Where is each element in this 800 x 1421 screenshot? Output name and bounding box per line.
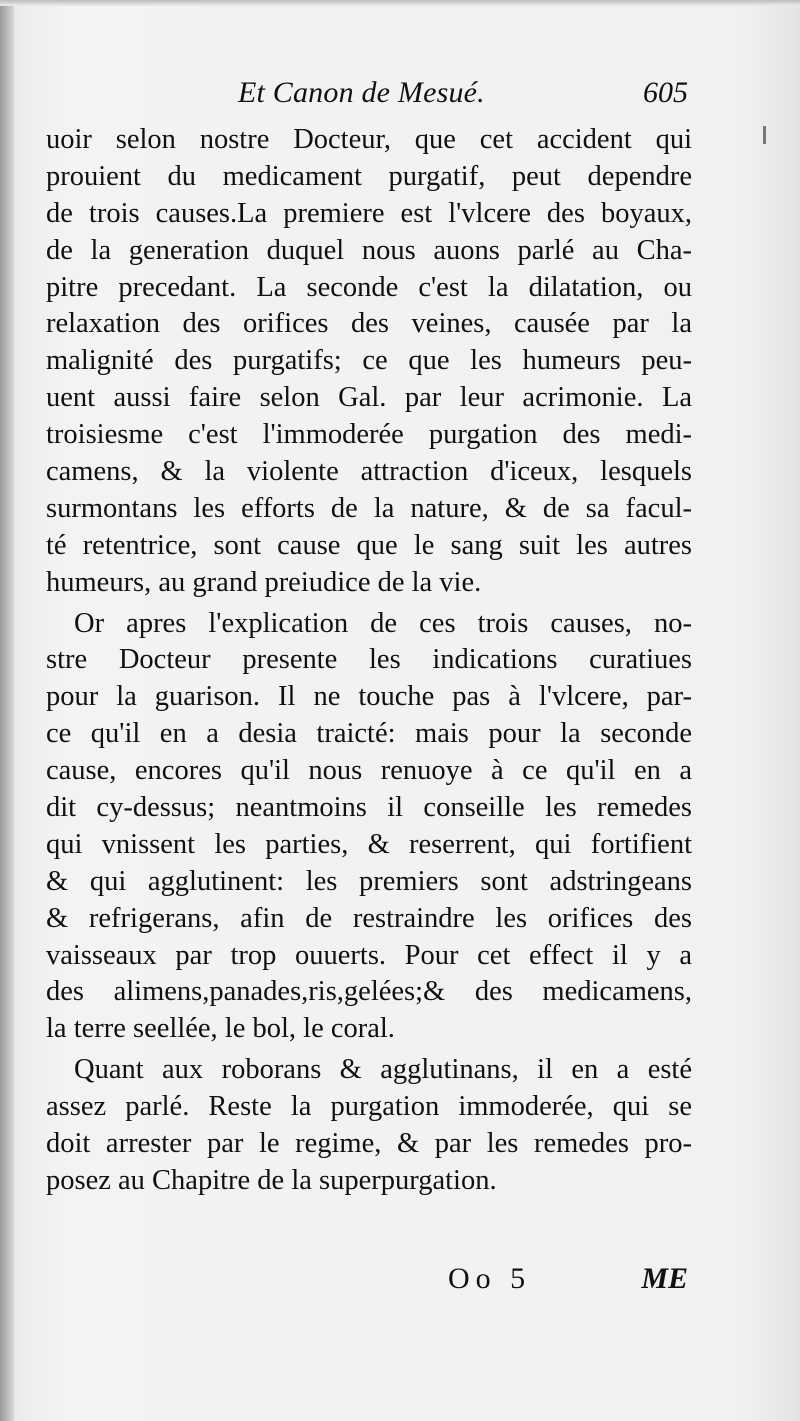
page-top-edge [0,0,800,6]
text-line: Quant aux roborans & agglutinans, il en a esté [74,1054,692,1086]
text-line: té retentrice, sont cause que le sang suit les autres [46,529,692,561]
text-line: de trois causes.La premiere est l'vlcere des boyaux, [46,197,692,229]
margin-mark [763,126,766,144]
text-line: posez au Chapitre de la superpurgation. [46,1164,497,1196]
paragraph [46,122,692,602]
page-footer [48,1262,688,1302]
text-line: de la generation duquel nous auons parlé au Cha- [46,234,692,266]
text-line: cause, encores qu'il nous renuoye à ce qu'il en a [46,755,692,787]
text-line: Or apres l'explication de ces trois causes, no- [74,607,692,639]
text-line: stre Docteur presente les indications curatiues [46,644,692,676]
paragraph [46,606,692,1049]
text-line: malignité des purgatifs; ce que les humeurs peu- [46,345,692,377]
text-line: & refrigerans, afin de restraindre les orifices des [46,902,692,934]
text-line: surmontans les efforts de la nature, & de sa facul- [46,492,692,524]
text-line: qui vnissent les parties, & reserrent, qui fortifient [46,828,692,860]
text-line: la terre seellée, le bol, le coral. [46,1013,395,1045]
text-line: doit arrester par le regime, & par les remedes pro- [46,1128,692,1160]
text-line: dit cy-dessus; neantmoins il conseille les remedes [46,792,692,824]
text-line: uoir selon nostre Docteur, que cet accident qui [46,124,692,155]
catchword: ME [641,1262,688,1295]
text-line: uent aussi faire selon Gal. par leur acrimonie. La [46,382,692,414]
text-line: des alimens,panades,ris,gelées;& des medicamens, [46,976,692,1008]
text-line: pitre precedant. La seconde c'est la dilatation, ou [46,271,692,303]
body-text [46,122,692,1200]
text-line: humeurs, au grand preiudice de la vie. [46,566,482,598]
page-gutter-shadow [0,0,14,1421]
text-line: camens, & la violente attraction d'iceux, lesquels [46,456,692,488]
text-line: assez parlé. Reste la purgation immoderée, qui se [46,1091,692,1123]
running-title: Et Canon de Mesué. [238,76,485,109]
text-line: & qui agglutinent: les premiers sont adstringeans [46,865,692,897]
text-line: ce qu'il en a desia traicté: mais pour la seconde [46,718,692,750]
signature-mark: Oo 5 [448,1262,532,1295]
text-line: vaisseaux par trop ouuerts. Pour cet effect il y a [46,939,692,971]
page-header [48,72,688,122]
text-line: troisiesme c'est l'immoderée purgation des medi- [46,419,692,451]
text-line: pour la guarison. Il ne touche pas à l'vlcere, par- [46,681,692,713]
paragraph [46,1052,692,1200]
text-line: relaxation des orifices des veines, causée par la [46,308,692,340]
text-line: prouient du medicament purgatif, peut dependre [46,160,692,192]
page-number: 605 [643,76,688,109]
